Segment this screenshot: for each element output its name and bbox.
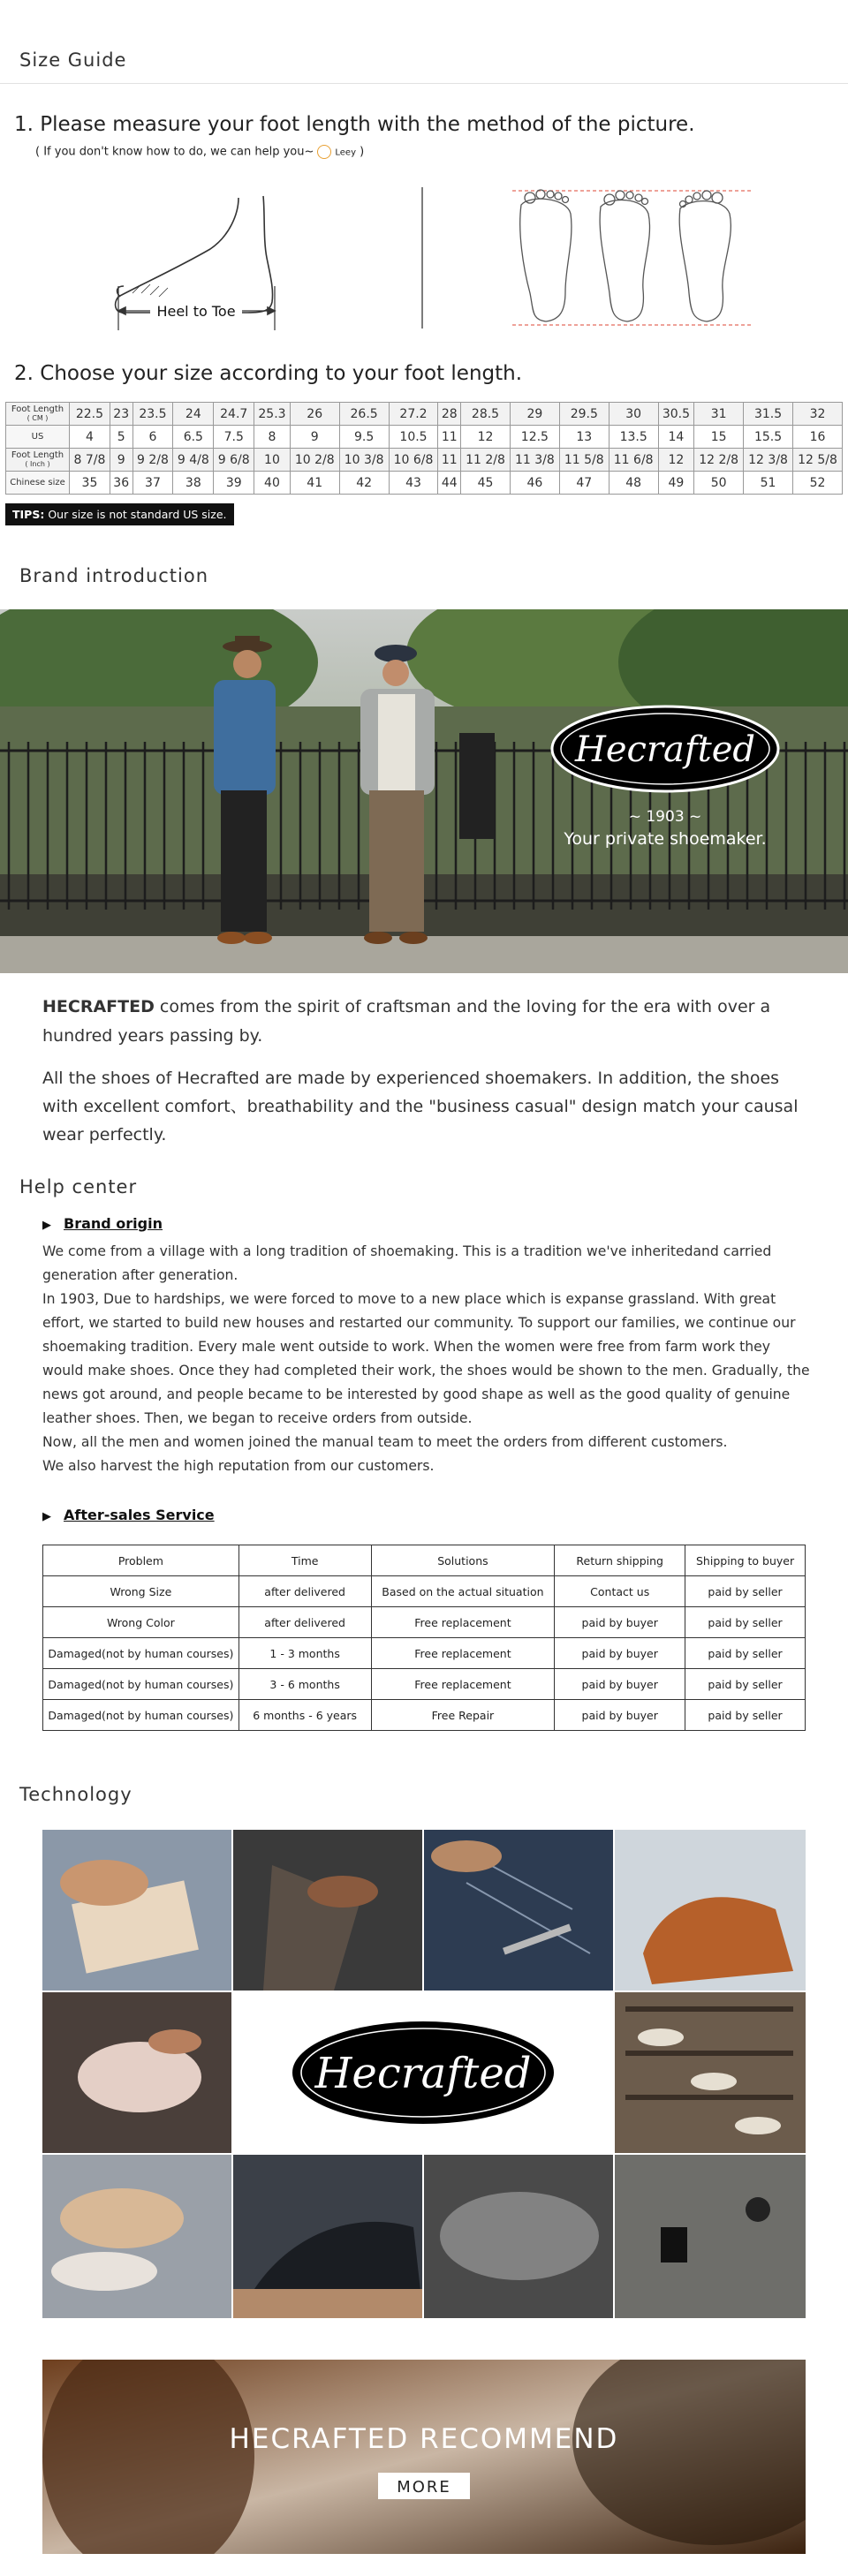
size-cell: 30.5 bbox=[658, 403, 694, 426]
size-cell: 42 bbox=[339, 472, 389, 495]
size-cell: 26 bbox=[290, 403, 339, 426]
size-cell: 24 bbox=[173, 403, 214, 426]
service-cell: Free Repair bbox=[371, 1700, 555, 1731]
size-cell: 10.5 bbox=[389, 426, 438, 449]
service-cell: Contact us bbox=[555, 1576, 685, 1607]
service-header-cell: Solutions bbox=[371, 1545, 555, 1576]
service-cell: Damaged(not by human courses) bbox=[43, 1638, 239, 1669]
size-row bbox=[6, 403, 843, 426]
size-cell: 31 bbox=[694, 403, 744, 426]
size-row-label: Foot Length bbox=[11, 449, 64, 460]
service-cell: paid by seller bbox=[685, 1576, 806, 1607]
size-row-header bbox=[6, 449, 70, 472]
size-cell: 11 5/8 bbox=[559, 449, 609, 472]
size-cell: 40 bbox=[254, 472, 291, 495]
service-cell: paid by seller bbox=[685, 1638, 806, 1669]
tech-photo-pattern bbox=[424, 1830, 613, 1991]
step1-note-close: ) bbox=[360, 145, 365, 159]
size-cell: 48 bbox=[609, 472, 658, 495]
size-cell: 10 3/8 bbox=[339, 449, 389, 472]
size-cell: 9 bbox=[290, 426, 339, 449]
service-cell: Free replacement bbox=[371, 1669, 555, 1700]
page-header bbox=[0, 0, 848, 84]
tips-label: TIPS: bbox=[12, 508, 45, 521]
step2-title: 2. Choose your size according to your foot length. bbox=[14, 362, 523, 385]
size-cell: 26.5 bbox=[339, 403, 389, 426]
brand-origin-heading[interactable] bbox=[42, 1215, 163, 1232]
tech-logo-tile bbox=[233, 1992, 613, 2153]
size-cell: 8 bbox=[254, 426, 291, 449]
size-cell: 12 bbox=[461, 426, 511, 449]
brand-intro-bold: HECRAFTED bbox=[42, 997, 155, 1016]
origin-paragraph: In 1903, Due to hardships, we were forced to move to a new place which is expanse grassland. With great effort, we started to build new houses and restarted our community. To support our families, we continue our shoemaking tradition. Every male went outside to work. When the women were free from farm work they would make shoes. Once they had completed their work, the shoes would be shown to the men. Gradually, the news got around, and people became to be interested by good shape as well as the good quality of genuine leather shoes. Then, we began to receive orders from outside. bbox=[42, 1291, 810, 1426]
size-cell: 29 bbox=[510, 403, 559, 426]
size-cell: 5 bbox=[110, 426, 132, 449]
size-cell: 28.5 bbox=[461, 403, 511, 426]
after-sales-link[interactable]: After-sales Service bbox=[64, 1507, 215, 1523]
size-cell: 23 bbox=[110, 403, 132, 426]
service-header-cell: Return shipping bbox=[555, 1545, 685, 1576]
recommend-banner bbox=[42, 2360, 806, 2554]
service-row bbox=[43, 1700, 806, 1731]
size-cell: 11 3/8 bbox=[510, 449, 559, 472]
foot-outline-2 bbox=[600, 191, 649, 321]
size-cell: 10 6/8 bbox=[389, 449, 438, 472]
chat-icon[interactable] bbox=[317, 145, 331, 159]
tips-badge bbox=[5, 503, 234, 525]
brand-logo bbox=[552, 706, 778, 791]
size-cell: 9 bbox=[110, 449, 132, 472]
brand-hero-banner bbox=[0, 609, 848, 973]
service-row bbox=[43, 1576, 806, 1607]
size-row-label: Chinese size bbox=[10, 477, 65, 487]
tech-photo-cutting bbox=[42, 1830, 231, 1991]
service-row bbox=[43, 1638, 806, 1669]
size-cell: 10 2/8 bbox=[290, 449, 339, 472]
size-cell: 15 bbox=[694, 426, 744, 449]
size-cell: 36 bbox=[110, 472, 132, 495]
size-cell: 12.5 bbox=[510, 426, 559, 449]
service-cell: paid by seller bbox=[685, 1607, 806, 1638]
size-row-header bbox=[6, 472, 70, 495]
brand-origin-text bbox=[42, 1240, 813, 1478]
tech-photo-tools bbox=[615, 2155, 806, 2318]
triangle-right-icon: ▶ bbox=[42, 1510, 51, 1523]
size-cell: 11 6/8 bbox=[609, 449, 658, 472]
size-cell: 16 bbox=[792, 426, 842, 449]
tech-photo-craftsman bbox=[233, 1830, 422, 1991]
service-row bbox=[43, 1607, 806, 1638]
recommend-title: HECRAFTED RECOMMEND bbox=[229, 2423, 619, 2455]
service-cell: paid by seller bbox=[685, 1700, 806, 1731]
foot-measure-figure bbox=[106, 187, 751, 337]
person-right bbox=[360, 645, 435, 944]
size-cell: 12 bbox=[658, 449, 694, 472]
after-sales-heading[interactable] bbox=[42, 1507, 215, 1523]
size-row bbox=[6, 472, 843, 495]
service-cell: Free replacement bbox=[371, 1638, 555, 1669]
service-cell: paid by buyer bbox=[555, 1638, 685, 1669]
size-cell: 14 bbox=[658, 426, 694, 449]
size-cell: 23.5 bbox=[132, 403, 173, 426]
brand-intro-2: All the shoes of Hecrafted are made by experienced shoemakers. In addition, the shoes with excellent comfort、breathability and the "business casual" design match your causal wear perfectly. bbox=[42, 1069, 799, 1144]
service-header-cell: Shipping to buyer bbox=[685, 1545, 806, 1576]
size-cell: 38 bbox=[173, 472, 214, 495]
size-cell: 13.5 bbox=[609, 426, 658, 449]
size-row bbox=[6, 426, 843, 449]
service-header-cell: Time bbox=[238, 1545, 371, 1576]
size-cell: 31.5 bbox=[744, 403, 793, 426]
size-cell: 13 bbox=[559, 426, 609, 449]
size-cell: 11 2/8 bbox=[461, 449, 511, 472]
service-cell: after delivered bbox=[238, 1607, 371, 1638]
brand-year: ~ 1903 ~ bbox=[628, 808, 702, 826]
brand-slogan: Your private shoemaker. bbox=[564, 829, 767, 849]
triangle-right-icon: ▶ bbox=[42, 1219, 51, 1232]
origin-paragraph: We also harvest the high reputation from our customers. bbox=[42, 1458, 435, 1474]
size-cell: 49 bbox=[658, 472, 694, 495]
chat-link[interactable]: Leey bbox=[335, 147, 356, 158]
size-cell: 39 bbox=[214, 472, 254, 495]
size-cell: 52 bbox=[792, 472, 842, 495]
size-cell: 9.5 bbox=[339, 426, 389, 449]
tech-logo-text: Hecrafted bbox=[314, 2049, 532, 2098]
size-cell: 27.2 bbox=[389, 403, 438, 426]
size-cell: 50 bbox=[694, 472, 744, 495]
tips-text: Our size is not standard US size. bbox=[44, 508, 227, 521]
service-header-cell: Problem bbox=[43, 1545, 239, 1576]
tech-photo-leather bbox=[615, 1830, 806, 1991]
help-center-title: Help center bbox=[19, 1176, 138, 1197]
brand-logo-text: Hecrafted bbox=[574, 729, 756, 770]
size-cell: 45 bbox=[461, 472, 511, 495]
size-cell: 11 bbox=[438, 449, 461, 472]
service-cell: Wrong Size bbox=[43, 1576, 239, 1607]
size-cell: 7.5 bbox=[214, 426, 254, 449]
service-cell: Free replacement bbox=[371, 1607, 555, 1638]
service-header-row bbox=[43, 1545, 806, 1576]
service-cell: 1 - 3 months bbox=[238, 1638, 371, 1669]
service-cell: paid by buyer bbox=[555, 1607, 685, 1638]
service-cell: 3 - 6 months bbox=[238, 1669, 371, 1700]
brand-intro-rest: comes from the spirit of craftsman and the loving for the era with over a hundred years passing by. bbox=[42, 997, 771, 1046]
size-cell: 11 bbox=[438, 426, 461, 449]
technology-title: Technology bbox=[19, 1784, 132, 1805]
step1-note bbox=[35, 145, 364, 159]
origin-paragraph: We come from a village with a long tradition of shoemaking. This is a tradition we've inheritedand carried generation after generation. bbox=[42, 1243, 772, 1283]
size-cell: 8 7/8 bbox=[70, 449, 110, 472]
service-cell: paid by buyer bbox=[555, 1700, 685, 1731]
service-cell: Damaged(not by human courses) bbox=[43, 1700, 239, 1731]
page-title: Size Guide bbox=[19, 49, 127, 71]
person-left bbox=[214, 636, 276, 944]
size-cell: 28 bbox=[438, 403, 461, 426]
service-cell: after delivered bbox=[238, 1576, 371, 1607]
tech-photo-stitching bbox=[42, 1992, 231, 2153]
technology-photo-grid bbox=[42, 1830, 806, 2318]
brand-origin-link[interactable]: Brand origin bbox=[64, 1215, 163, 1232]
size-cell: 9 4/8 bbox=[173, 449, 214, 472]
size-cell: 22.5 bbox=[70, 403, 110, 426]
size-cell: 15.5 bbox=[744, 426, 793, 449]
size-cell: 24.7 bbox=[214, 403, 254, 426]
origin-paragraph: Now, all the men and women joined the manual team to meet the orders from different customers. bbox=[42, 1434, 728, 1450]
size-cell: 4 bbox=[70, 426, 110, 449]
size-cell: 9 2/8 bbox=[132, 449, 173, 472]
brand-intro-1 bbox=[42, 993, 811, 1051]
size-cell: 9 6/8 bbox=[214, 449, 254, 472]
size-cell: 30 bbox=[609, 403, 658, 426]
size-cell: 29.5 bbox=[559, 403, 609, 426]
service-row bbox=[43, 1669, 806, 1700]
size-cell: 6.5 bbox=[173, 426, 214, 449]
foot-outline-3 bbox=[679, 191, 731, 321]
size-row-header bbox=[6, 403, 70, 426]
service-cell: 6 months - 6 years bbox=[238, 1700, 371, 1731]
tech-photo-sole bbox=[42, 2155, 231, 2318]
size-chart-table bbox=[5, 402, 843, 495]
size-cell: 25.3 bbox=[254, 403, 291, 426]
tech-photo-lasts bbox=[615, 1992, 806, 2153]
size-cell: 32 bbox=[792, 403, 842, 426]
size-row-unit: ( CM ) bbox=[26, 413, 49, 422]
tech-photo-shoe bbox=[233, 2155, 422, 2318]
size-row bbox=[6, 449, 843, 472]
size-cell: 43 bbox=[389, 472, 438, 495]
size-cell: 12 2/8 bbox=[694, 449, 744, 472]
service-cell: Based on the actual situation bbox=[371, 1576, 555, 1607]
step1-note-text: ( If you don't know how to do, we can help you~ bbox=[35, 145, 314, 159]
size-cell: 6 bbox=[132, 426, 173, 449]
tech-photo-nails bbox=[424, 2155, 613, 2318]
size-cell: 35 bbox=[70, 472, 110, 495]
size-cell: 10 bbox=[254, 449, 291, 472]
heel-to-toe-label: Heel to Toe bbox=[156, 303, 236, 320]
size-cell: 47 bbox=[559, 472, 609, 495]
size-row-header bbox=[6, 426, 70, 449]
more-button-label: MORE bbox=[397, 2478, 451, 2497]
service-cell: paid by seller bbox=[685, 1669, 806, 1700]
size-cell: 41 bbox=[290, 472, 339, 495]
service-cell: paid by buyer bbox=[555, 1669, 685, 1700]
size-cell: 44 bbox=[438, 472, 461, 495]
size-cell: 12 3/8 bbox=[744, 449, 793, 472]
more-button[interactable] bbox=[378, 2473, 470, 2499]
size-cell: 37 bbox=[132, 472, 173, 495]
size-cell: 51 bbox=[744, 472, 793, 495]
brand-section-title: Brand introduction bbox=[19, 565, 209, 586]
size-row-label: US bbox=[31, 431, 44, 442]
size-row-unit: ( Inch ) bbox=[25, 459, 50, 468]
size-row-label: Foot Length bbox=[11, 404, 64, 414]
size-cell: 46 bbox=[510, 472, 559, 495]
service-cell: Damaged(not by human courses) bbox=[43, 1669, 239, 1700]
size-cell: 12 5/8 bbox=[792, 449, 842, 472]
after-sales-table bbox=[42, 1545, 806, 1731]
foot-outline-1 bbox=[520, 190, 572, 321]
service-cell: Wrong Color bbox=[43, 1607, 239, 1638]
step1-title: 1. Please measure your foot length with the method of the picture. bbox=[14, 113, 695, 136]
